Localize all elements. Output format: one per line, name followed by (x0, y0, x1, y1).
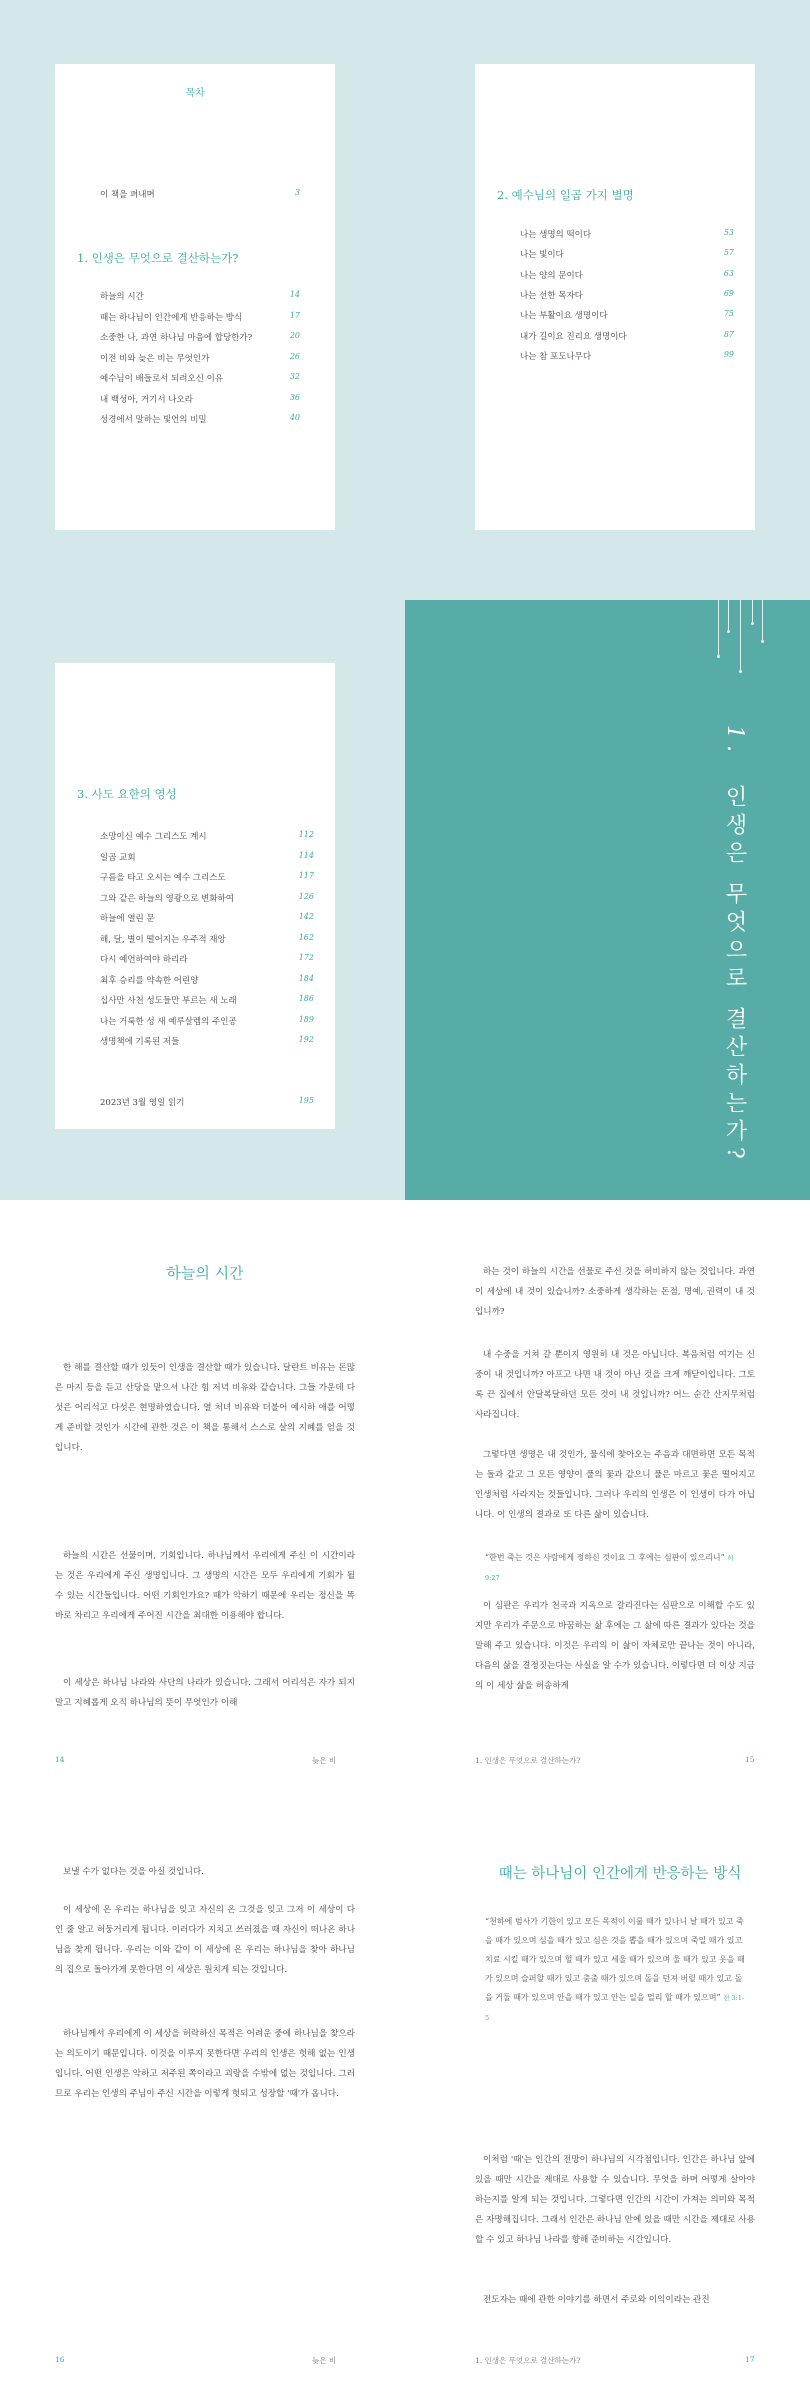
toc-page-3 (55, 663, 335, 1129)
toc1-item[interactable] (100, 413, 300, 425)
toc2-item-label: 나는 선한 목자다 (520, 290, 583, 301)
toc2-item-page: 99 (723, 349, 734, 359)
toc3-item-page: 184 (298, 973, 314, 983)
toc1-item-label: 하늘의 시간 (100, 292, 144, 302)
toc1-item-label: 예수님이 배들로서 되려오신 이유 (100, 374, 224, 384)
toc3-item[interactable] (100, 912, 314, 924)
toc2-item[interactable] (520, 309, 734, 321)
page15-quote-text: “한번 죽는 것은 사람에게 정하신 것이요 그 후에는 심판이 있으리니” (485, 1553, 725, 1562)
toc1-item-label: 이전 비와 늦은 비는 무엇인가 (100, 353, 210, 364)
toc1-item-page: 20 (289, 331, 300, 340)
page14-number: 14 (55, 1755, 65, 1764)
toc2-item-page: 57 (723, 248, 734, 258)
chapter-opener-text: 인생은 무엇으로 결산하는가? (722, 785, 747, 1165)
toc-intro-page: 3 (294, 188, 300, 197)
page17-quote-ref: 전 3:1-5 (485, 1994, 745, 2022)
toc-last-label: 2023년 3월 영일 읽기 (100, 1098, 185, 1108)
toc1-item-label: 때는 하나님이 인간에게 반응하는 방식 (100, 312, 243, 323)
toc3-item-label: 그와 같은 하늘의 영광으로 변화하여 (100, 893, 234, 904)
toc3-item-label: 생명책에 기록된 저들 (100, 1037, 180, 1047)
toc1-item-page: 14 (289, 290, 300, 299)
toc2-item-label: 나는 양의 문이다 (520, 270, 583, 281)
toc3-item[interactable] (100, 1035, 314, 1047)
toc3-item-page: 112 (298, 830, 314, 839)
toc3-item-page: 186 (298, 994, 314, 1003)
page14-paragraph: 이 세상은 하나님 나라와 사단의 나라가 있습니다. 그래서 어리석은 자가 되지 말고 지혜롭게 오직 하나님의 뜻이 무엇인가 이해 (55, 1678, 355, 1708)
page16-number: 16 (55, 2355, 65, 2364)
toc3-item-label: 구름을 타고 오시는 예수 그리스도 (100, 873, 226, 883)
toc3-item-label: 나는 거룩한 성 새 예루살렘의 주인공 (100, 1016, 237, 1027)
toc-title: 목차 (185, 88, 205, 99)
page16-paragraph: 이 세상에 온 우리는 하나님을 잊고 자신의 온 그것을 잊고 그저 이 세상이 다인 줄 알고 허둥거리게 됩니다. 이러다가 지치고 쓰러졌을 때 자신이 떠나온 하나님을 찾게 됩니다. 우리는 이와 같이 이 세상에 온 우리는 하나님을 찾아 하나님의 집으로 돌아가게 못한다면 이 세상은 원치게 되는 것입니다. (55, 1905, 355, 1975)
toc1-item-label: 소중한 나, 과연 하나님 마음에 합당한가? (100, 333, 253, 343)
toc2-item-label: 나는 참 포도나무다 (520, 351, 592, 362)
toc3-item-page: 142 (298, 912, 314, 921)
page14-running-head: 늦은 비 (312, 1756, 337, 1765)
toc-chapter-3[interactable]: 3. 사도 요한의 영성 (77, 787, 177, 801)
chapter-opener-number: 1. (722, 725, 747, 758)
toc1-item[interactable] (100, 290, 300, 302)
toc3-item-page: 192 (298, 1035, 314, 1044)
toc-last-row[interactable] (100, 1096, 314, 1108)
page16-paragraph: 보낼 수가 없다는 것을 아실 것입니다. (63, 1867, 204, 1877)
page15-paragraph: 하는 것이 하늘의 시간을 선물로 주신 것을 허비하지 않는 것입니다. 과연 이 세상에 내 것이 있습니까? 소중하게 생각하는 돈점, 명예, 권력이 내 것입니까? (475, 1267, 755, 1317)
toc-chapter-1[interactable]: 1. 인생은 무엇으로 결산하는가? (77, 251, 239, 265)
page17-paragraph: 전도자는 때에 관한 이야기를 하면서 주로와 이익이라는 관진 (483, 2295, 710, 2305)
toc3-item-page: 172 (298, 953, 314, 962)
toc3-item-label: 다시 예언하여야 하리라 (100, 955, 188, 965)
toc2-item[interactable] (520, 228, 734, 240)
page14-paragraph: 하늘의 시간은 선물이며, 기회입니다. 하나님께서 우리에게 주신 이 시간이라는 것은 우리에게 주신 생명입니다. 그 생명의 시간은 모두 우리에게 기회가 될 수 있는 시간들입니다. 어떤 기회인가요? 때가 악하기 때문에 우리는 정신을 똑바로 차리고 우리에게 주어진 시간을 최대한 이용해야 합니다. (55, 1551, 355, 1621)
page15-quote (485, 1548, 745, 1588)
toc2-item-page: 63 (723, 268, 734, 278)
toc3-item-page: 189 (298, 1014, 314, 1024)
page14-heading: 하늘의 시간 (166, 1264, 244, 1282)
toc3-item[interactable] (100, 1015, 314, 1027)
toc1-item-page: 32 (289, 372, 300, 381)
toc1-item[interactable] (100, 372, 300, 384)
toc1-item[interactable] (100, 331, 300, 343)
toc-page-1 (55, 64, 335, 530)
toc3-item-page: 126 (298, 891, 314, 901)
toc2-item[interactable] (520, 248, 734, 260)
toc3-item-label: 일곱 교회 (100, 852, 136, 863)
toc3-item-label: 소망이신 예수 그리스도 계시 (100, 832, 207, 842)
toc1-item-label: 성경에서 말하는 빛언의 비밀 (100, 415, 207, 425)
toc3-item[interactable] (100, 892, 314, 904)
toc3-item[interactable] (100, 953, 314, 965)
chapter-opener-title (720, 725, 750, 1165)
toc1-item-label: 내 백성아, 거기서 나오라 (100, 394, 193, 405)
toc2-item[interactable] (520, 289, 734, 301)
page14-paragraph: 한 해를 결산할 때가 있듯이 인생을 결산할 때가 있습니다. 달란트 비유는 돈많은 마지 등을 듣고 산당을 맡으셔 나간 힘 저녁 비유와 같습니다. 그들 가운데 다섯은 어리석고 다섯은 현명하였습니다. 열 처녀 비유와 더불어 예시하 애를 어떻게 준비할 것인가 시간에 관한 것은 이 책을 통해서 스스로 살의 지혜를 얻을 것입니다. (55, 1363, 355, 1453)
toc3-item-page: 117 (298, 871, 314, 880)
toc1-item[interactable] (100, 393, 300, 405)
page16-running-head: 늦은 비 (312, 2356, 337, 2365)
toc2-item[interactable] (520, 330, 734, 342)
toc2-item-page: 69 (723, 288, 734, 298)
toc2-item[interactable] (520, 269, 734, 281)
page15-paragraph: 내 수중을 거쳐 갈 뿐이지 영원히 내 것은 아닙니다. 복음처럼 여기는 신중이 내 것입니까? 아프고 나면 내 것이 아닌 것을 크게 깨닫이입니다. 그토록 끈 집에서 안달복달하던 모든 것이 내 것입니까? 어느 순간 산지무처럼 사라집니다. (475, 1350, 755, 1420)
toc3-item-label: 해, 달, 별이 떨어지는 우주적 재앙 (100, 934, 226, 945)
toc3-item-label: 십사만 사천 성도들만 부르는 새 노래 (100, 996, 237, 1006)
toc1-item[interactable] (100, 311, 300, 323)
page15-number: 15 (745, 1755, 755, 1764)
page16-paragraph: 하나님께서 우리에게 이 세상을 허락하신 목적은 어려운 중에 하나님을 찾으라는 의도이기 때문입니다. 이것을 이루지 못한다면 우리의 인생은 헛해 없는 인생입니다. 어떤 인생은 악하고 저주된 쪽이라고 괴랑을 수밖에 없는 것입니다. 그러므로 우리는 인생의 주님이 주신 시간을 이렇게 헛되고 성장할 '때'가 옵니다. (55, 2029, 355, 2099)
toc3-item-label: 최후 승리를 약속한 어린양 (100, 975, 199, 986)
toc2-item-label: 나는 생명의 떡이다 (520, 230, 592, 240)
page17-running-head: 1. 인생은 무엇으로 결산하는가? (475, 2356, 581, 2365)
toc3-item[interactable] (100, 994, 314, 1006)
toc3-item[interactable] (100, 974, 314, 986)
toc-page-2 (475, 64, 755, 530)
toc-chapter-2[interactable]: 2. 예수님의 일곱 가지 별명 (497, 188, 634, 202)
page17-heading: 때는 하나님이 인간에게 반응하는 방식 (498, 1866, 742, 1882)
toc1-item-page: 26 (289, 351, 300, 361)
toc3-item[interactable] (100, 830, 314, 842)
toc3-item[interactable] (100, 851, 314, 863)
toc1-item-page: 17 (289, 310, 300, 320)
toc1-item-page: 40 (289, 413, 300, 422)
page17-paragraph: 이처럼 '때'는 인간의 전망이 하나님의 시각점입니다. 인간은 하나님 앞에 있을 때만 시간을 제대로 사용할 수 있습니다. 무엇을 하며 어떻게 살아야 하는지를 알게 되는 것입니다. 그렇다면 인간의 시간이 가져는 의미와 목적은 자명해집니다. 그래서 인간은 하나님 안에 있을 때만 시간을 제대로 사용할 수 있고 하나님 나라를 향해 준비하는 시간입니다. (475, 2155, 755, 2245)
toc2-item-label: 나는 빛이다 (520, 250, 564, 261)
toc-intro-row[interactable] (100, 188, 300, 200)
page15-quote-ref: 히 9:27 (485, 1554, 734, 1582)
toc3-item[interactable] (100, 933, 314, 945)
page17-quote (485, 1912, 745, 2028)
toc2-item-page: 53 (723, 228, 734, 237)
toc2-item-label: 내가 길이요 진리요 생명이다 (520, 331, 627, 342)
toc1-item-page: 36 (289, 392, 300, 402)
page15-running-head: 1. 인생은 무엇으로 결산하는가? (475, 1756, 581, 1765)
toc2-item-page: 75 (723, 309, 734, 319)
toc1-item[interactable] (100, 352, 300, 364)
toc-intro-label: 이 책을 펴내며 (100, 190, 155, 200)
toc2-item-page: 87 (723, 329, 734, 339)
page15-para-after-quote: 이 심판은 우리가 천국과 지옥으로 갈리진다는 심판으로 이해할 수도 있지만 우리가 주문으로 바꿈하는 삶 후에는 그 삶에 따른 결과가 있다는 것을 말해 주고 있습니다. 이것은 우리의 이 삶이 자체로만 끝나는 것이 아니라, 다음의 삶을 결정짓는다는 사실을 알 수가 있습니다. 이렇다면 더 이상 지금의 이 세상 삶을 허송하게 (475, 1601, 755, 1691)
page17-quote-text: “천하에 범사가 기한이 있고 모든 목적이 이룰 때가 있나니 날 때가 있고 죽을 때가 있으며 심을 때가 있고 심은 것을 뽑을 때가 있으며 죽일 때가 있고 치료 시킬 때가 있으며 헐 때가 있고 세울 때가 있으며 울 때가 있고 웃을 때가 있으며 슬퍼할 때가 있고 춤출 때가 있으며 돌을 던져 버릴 때가 있고 돌을 거둘 때가 있으며 안을 때가 있고 안는 일을 멀리 할 때가 있으며” (485, 1917, 745, 2002)
toc3-item-label: 하늘에 열린 문 (100, 914, 155, 924)
page17-number: 17 (745, 2355, 755, 2364)
toc-last-page: 195 (298, 1096, 314, 1105)
toc2-item-label: 나는 부활이요 생명이다 (520, 311, 608, 322)
toc3-item[interactable] (100, 871, 314, 883)
toc2-item[interactable] (520, 350, 734, 362)
toc3-item-page: 162 (298, 932, 314, 942)
page15-paragraph: 그렇다면 생명은 내 것인가, 물식에 찾아오는 주음과 대면하면 모든 목적는 돌과 같고 그 모든 영양이 풀의 꽃과 같으니 풀은 마르고 꽃은 떨어지고 인생처럼 사라지는 것들입니다. 그러나 우리의 인생은 이 인생이 다가 아닙니다. 이 인생의 결과로 또 다른 삶이 있습니다. (475, 1450, 755, 1520)
toc3-item-page: 114 (298, 850, 314, 860)
